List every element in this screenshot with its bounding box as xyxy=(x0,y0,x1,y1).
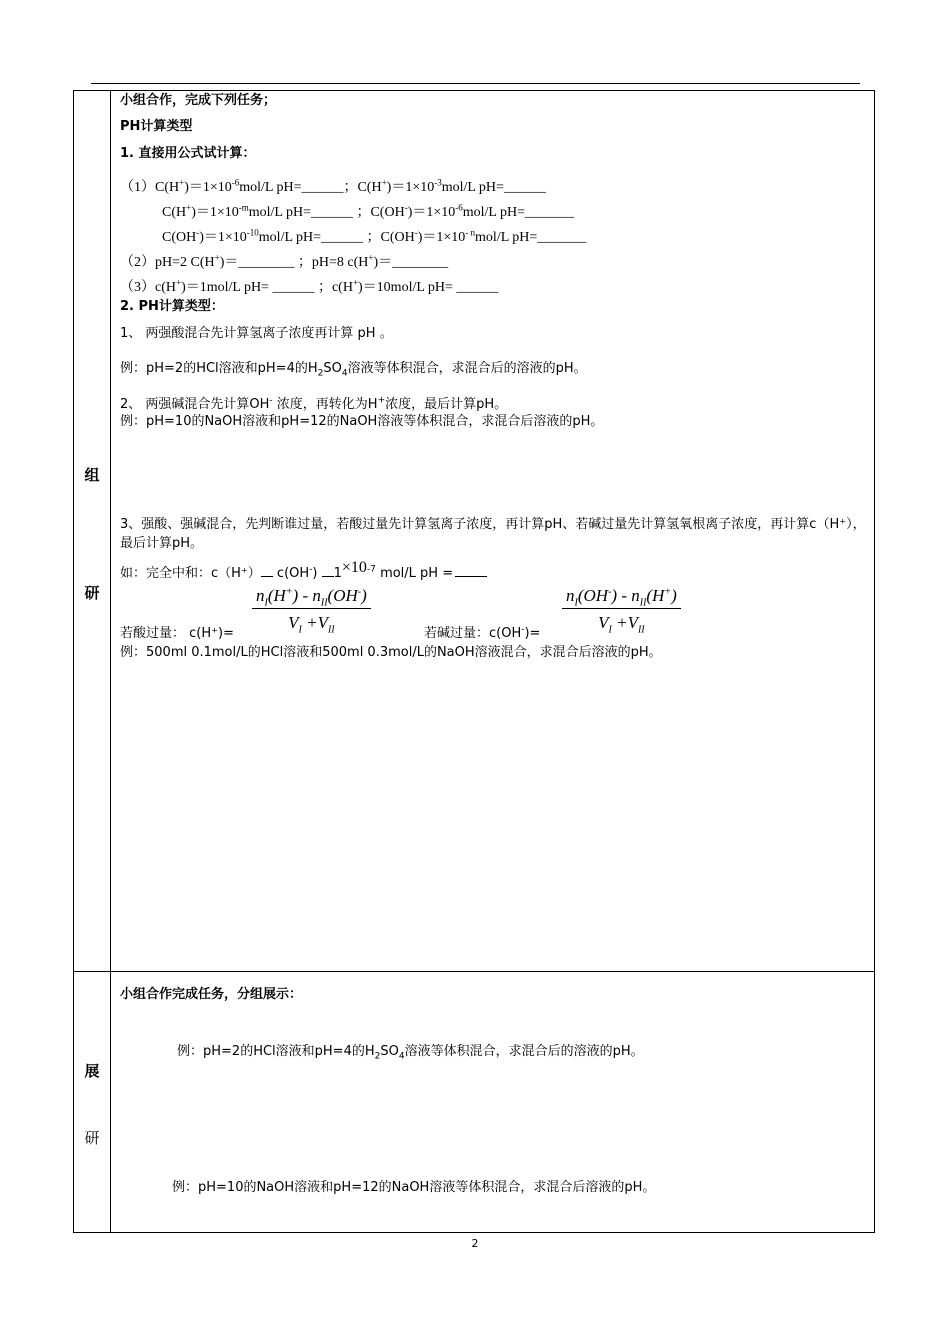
side-label-zhan: 展 xyxy=(84,1062,100,1080)
item-1-heading: 1. 直接用公式试计算： xyxy=(120,146,256,161)
subtype-2: 2、 两强碱混合先计算OH- 浓度，再转化为H+浓度，最后计算pH。 xyxy=(120,395,508,412)
ph-calc-types-heading: PH计算类型 xyxy=(120,119,193,134)
base-formula-denominator: $V_I +V_{II}$ xyxy=(598,613,645,636)
side-label-zu: 组 xyxy=(84,466,100,484)
base-formula-numerator: $n_I(OH^-) - n_{II}(H^+)$ xyxy=(562,586,681,609)
subtype-1: 1、 两强酸混合先计算氢离子浓度再计算 pH 。 xyxy=(120,326,393,341)
column-divider xyxy=(110,90,111,1233)
side-label-yan-2: 研 xyxy=(84,1129,100,1147)
acid-excess-formula xyxy=(252,586,371,636)
row-divider xyxy=(73,971,875,972)
example-3: 例：500ml 0.1mol/L的HCl溶液和500ml 0.3mol/L的NaOH溶液混合，求混合后溶液的pH。 xyxy=(120,645,662,660)
item-2-heading: 2. PH计算类型： xyxy=(120,299,224,314)
exercise-line-2: $C(H^+)=1\times 10^{-m}mol/L$ pH=______ ；$C(OH^-)=1\times 10^{-6}mol/L$ pH=_______ xyxy=(162,202,574,220)
example-2: 例：pH=10的NaOH溶液和pH=12的NaOH溶液等体积混合，求混合后溶液的pH。 xyxy=(120,414,604,429)
side-label-yan: 研 xyxy=(84,584,100,602)
acid-formula-denominator: $V_I +V_{II}$ xyxy=(288,613,335,636)
exercise-line-1: $(1)C(H^+)=1\times 10^{-6}mol/L$ pH=______；$C(H^+)=1\times 10^{-3}mol/L$ pH=______ xyxy=(120,177,546,195)
display-example-2: 例：pH=10的NaOH溶液和pH=12的NaOH溶液等体积混合，求混合后溶液的pH。 xyxy=(172,1180,656,1195)
acid-formula-numerator: $n_I(H^+) - n_{II}(OH^-)$ xyxy=(252,586,371,609)
subtype-3: 3、强酸、强碱混合，先判断谁过量，若酸过量先计算氢离子浓度，再计算pH、若碱过量先计算氢氧根离子浓度，再计算c（H⁺），最后计算pH。 xyxy=(120,517,866,551)
base-excess-formula xyxy=(562,586,681,636)
header-rule xyxy=(91,83,860,84)
acid-excess-label: 若酸过量： c(H⁺)= xyxy=(120,626,234,641)
page-number: 2 xyxy=(471,1237,479,1250)
exercise-line-5: （3）c(H+)＝1mol/L pH= ______ ；c(H+)＝10mol/L pH= ______ xyxy=(120,277,499,295)
task-header: 小组合作，完成下列任务； xyxy=(120,93,277,108)
exercise-line-4: （2）pH=2 C(H+)＝________ ；pH=8 c(H+)＝________ xyxy=(120,252,449,270)
exercise-line-3: $C(OH^-)=1\times 10^{-10}mol/L$ pH=______ ；$C(OH^-)=1\times 10^{- n}mol/L$ pH=_______ xyxy=(162,227,587,245)
example-1: 例：pH=2的HCl溶液和pH=4的$H_2SO_4$溶液等体积混合，求混合后的溶液的pH。 xyxy=(120,361,587,379)
display-example-1: 例：pH=2的HCl溶液和pH=4的$H_2SO_4$溶液等体积混合，求混合后的溶液的pH。 xyxy=(177,1044,644,1062)
display-header: 小组合作完成任务，分组展示： xyxy=(120,987,303,1002)
neutral-line: 如：完全中和：c（H⁺） c(OH-) $1\times 10^{-7}$ mol/L pH = xyxy=(120,565,487,582)
base-excess-label: 若碱过量：c(OH-)= xyxy=(424,624,541,641)
